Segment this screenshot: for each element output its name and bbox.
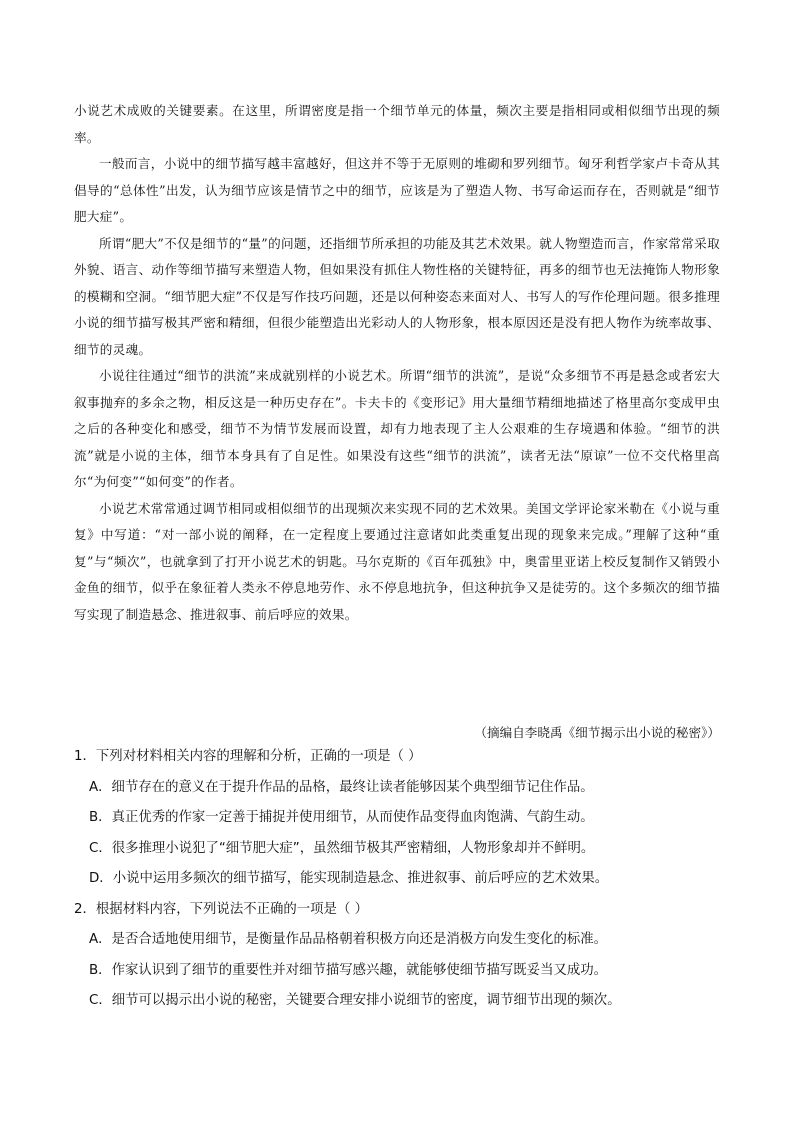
passage-source: （摘编自李晓禹《细节揭示出小说的秘密》）	[474, 725, 720, 740]
question-1-stem: 1．下列对材料相关内容的理解和分析，正确的一项是（ ）	[74, 749, 422, 764]
question-2	[74, 895, 734, 1017]
question-1-option-d: D．小说中运用多频次的细节描写，能实现制造悬念、推进叙事、前后呼应的艺术效果。	[89, 871, 609, 886]
passage-paragraph-2: 一般而言，小说中的细节描写越丰富越好，但这并不等于无原则的堆砌和罗列细节。匈牙利哲学家卢卡奇从其倡导的“总体性”出发，认为细节应该是情节之中的细节，应该是为了塑造人物、书写命运而存在，否则就是“细节肥大症”。	[74, 156, 720, 224]
passage-paragraph-1: 小说艺术成败的关键要素。在这里，所谓密度是指一个细节单元的体量，频次主要是指相同或相似细节出现的频率。	[74, 103, 720, 145]
question-2-stem: 2．根据材料内容，下列说法不正确的一项是（ ）	[74, 901, 368, 917]
passage-paragraph-4: 小说往往通过“细节的洪流”来成就别样的小说艺术。所谓“细节的洪流”，是说“众多细节不再是悬念或者宏大叙事抛弃的多余之物，相反这是一种历史存在”。卡夫卡的《变形记》用大量细节精细地描述了格里高尔变成甲虫之后的各种变化和感受，细节不为情节发展而设置，却有力地表现了主人公艰难的生存境遇和体验。“细节的洪流”就是小说的主体，细节本身具有了自足性。如果没有这些“细节的洪流”，读者无法“原谅”一位不交代格里高尔“为何变”“如何变”的作者。	[74, 368, 720, 489]
question-1-option-a: A．细节存在的意义在于提升作品的品格，最终让读者能够因某个典型细节记住作品。	[89, 779, 594, 795]
passage-paragraph-5: 小说艺术常常通过调节相同或相似细节的出现频次来实现不同的艺术效果。美国文学评论家米勒在《小说与重复》中写道：“对一部小说的阐释，在一定程度上要通过注意诸如此类重复出现的现象来完成。”理解了这种“重复”与“频次”，也就拿到了打开小说艺术的钥匙。马尔克斯的《百年孤独》中，奥雷里亚诺上校反复制作又销毁小金鱼的细节，似乎在象征着人类永不停息地劳作、永不停息地抗争，但这种抗争又是徒劳的。这个多频次的细节描写实现了制造悬念、推进叙事、前后呼应的效果。	[74, 500, 720, 622]
question-1-option-b: B．真正优秀的作家一定善于捕捉并使用细节，从而使作品变得血肉饱满、气韵生动。	[89, 810, 594, 825]
reading-passage	[74, 98, 720, 628]
question-2-option-c: C．细节可以揭示出小说的秘密，关键要合理安排小说细节的密度，调节细节出现的频次。	[89, 993, 621, 1008]
question-1	[74, 742, 734, 895]
question-2-option-a: A．是否合适地使用细节，是衡量作品品格朝着积极方向还是消极方向发生变化的标准。	[89, 932, 608, 947]
question-1-option-c: C．很多推理小说犯了“细节肥大症”，虽然细节极其严密精细，人物形象却并不鲜明。	[89, 840, 595, 856]
question-2-option-b: B．作家认识到了细节的重要性并对细节描写感兴趣，就能够使细节描写既妥当又成功。	[89, 962, 608, 978]
passage-paragraph-3: 所谓“肥大”不仅是细节的“量”的问题，还指细节所承担的功能及其艺术效果。就人物塑造而言，作家常常采取外貌、语言、动作等细节描写来塑造人物，但如果没有抓住人物性格的关键特征，再多的细节也无法掩饰人物形象的模糊和空洞。“细节肥大症”不仅是写作技巧问题，还是以何种姿态来面对人、书写人的写作伦理问题。很多推理小说的细节描写极其严密和精细，但很少能塑造出光彩动人的人物形象，根本原因还是没有把人物作为统率故事、细节的灵魂。	[74, 235, 720, 357]
questions-section	[74, 742, 734, 1017]
